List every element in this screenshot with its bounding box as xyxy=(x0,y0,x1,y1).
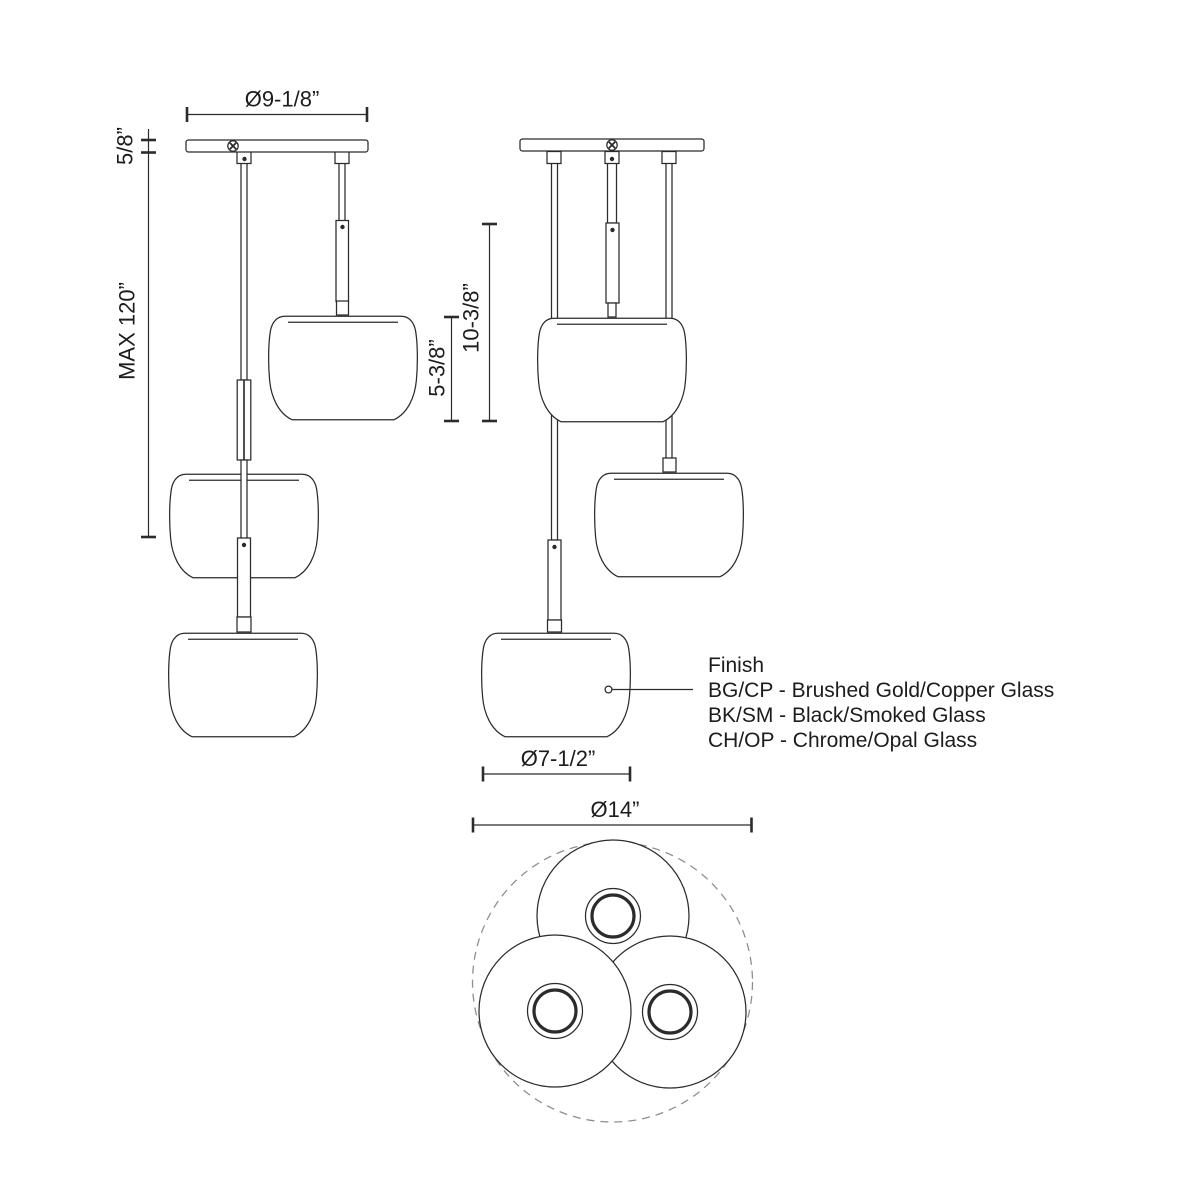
finish-legend xyxy=(605,654,1054,752)
finish-option: BK/SM - Black/Smoked Glass xyxy=(708,704,986,727)
hanger-setscrew xyxy=(610,157,614,161)
dim-canopy-thickness-and-max-drop xyxy=(113,127,156,537)
finish-option: BG/CP - Brushed Gold/Copper Glass xyxy=(708,679,1055,702)
stem-hanger xyxy=(335,152,349,164)
canopy-screw-icon xyxy=(228,141,238,151)
dim-overall-diameter-label: Ø14” xyxy=(590,797,640,822)
pendant-globe-long xyxy=(169,633,318,736)
hanger-setscrew xyxy=(242,157,246,161)
dim-globe-diameter xyxy=(483,746,630,782)
front-view-alternate xyxy=(482,139,744,737)
pendant-globe-short xyxy=(269,316,418,419)
ceiling-canopy xyxy=(186,140,368,152)
stem-hanger xyxy=(547,152,561,164)
pendant-globe-mid xyxy=(595,473,744,576)
dim-stem-and-globe-height xyxy=(459,224,497,421)
dim-max-suspension-label: MAX 120” xyxy=(114,282,140,380)
dim-canopy-diameter xyxy=(187,87,367,123)
leader-point-icon xyxy=(605,686,612,693)
finish-option: CH/OP - Chrome/Opal Glass xyxy=(708,729,978,752)
stem-hanger xyxy=(662,152,676,164)
front-view xyxy=(169,140,418,737)
top-view xyxy=(473,840,753,1122)
pendant-globe-high xyxy=(538,318,687,421)
dim-stem-globe-label: 10-3/8” xyxy=(458,283,484,353)
dim-globe-height xyxy=(425,317,459,421)
stem-long xyxy=(237,163,251,632)
finish-heading: Finish xyxy=(708,654,765,677)
dim-globe-diameter-label: Ø7-1/2” xyxy=(520,746,596,771)
dim-overall-diameter xyxy=(473,797,752,833)
canopy-screw-icon xyxy=(607,140,617,150)
dim-globe-height-label: 5-3/8” xyxy=(424,339,450,397)
dim-canopy-diameter-label: Ø9-1/8” xyxy=(244,86,320,112)
pendant-globe-low xyxy=(482,633,631,736)
stem-short xyxy=(336,163,349,315)
dim-canopy-thickness-label: 5/8” xyxy=(112,127,138,165)
top-view-globe xyxy=(479,935,631,1087)
